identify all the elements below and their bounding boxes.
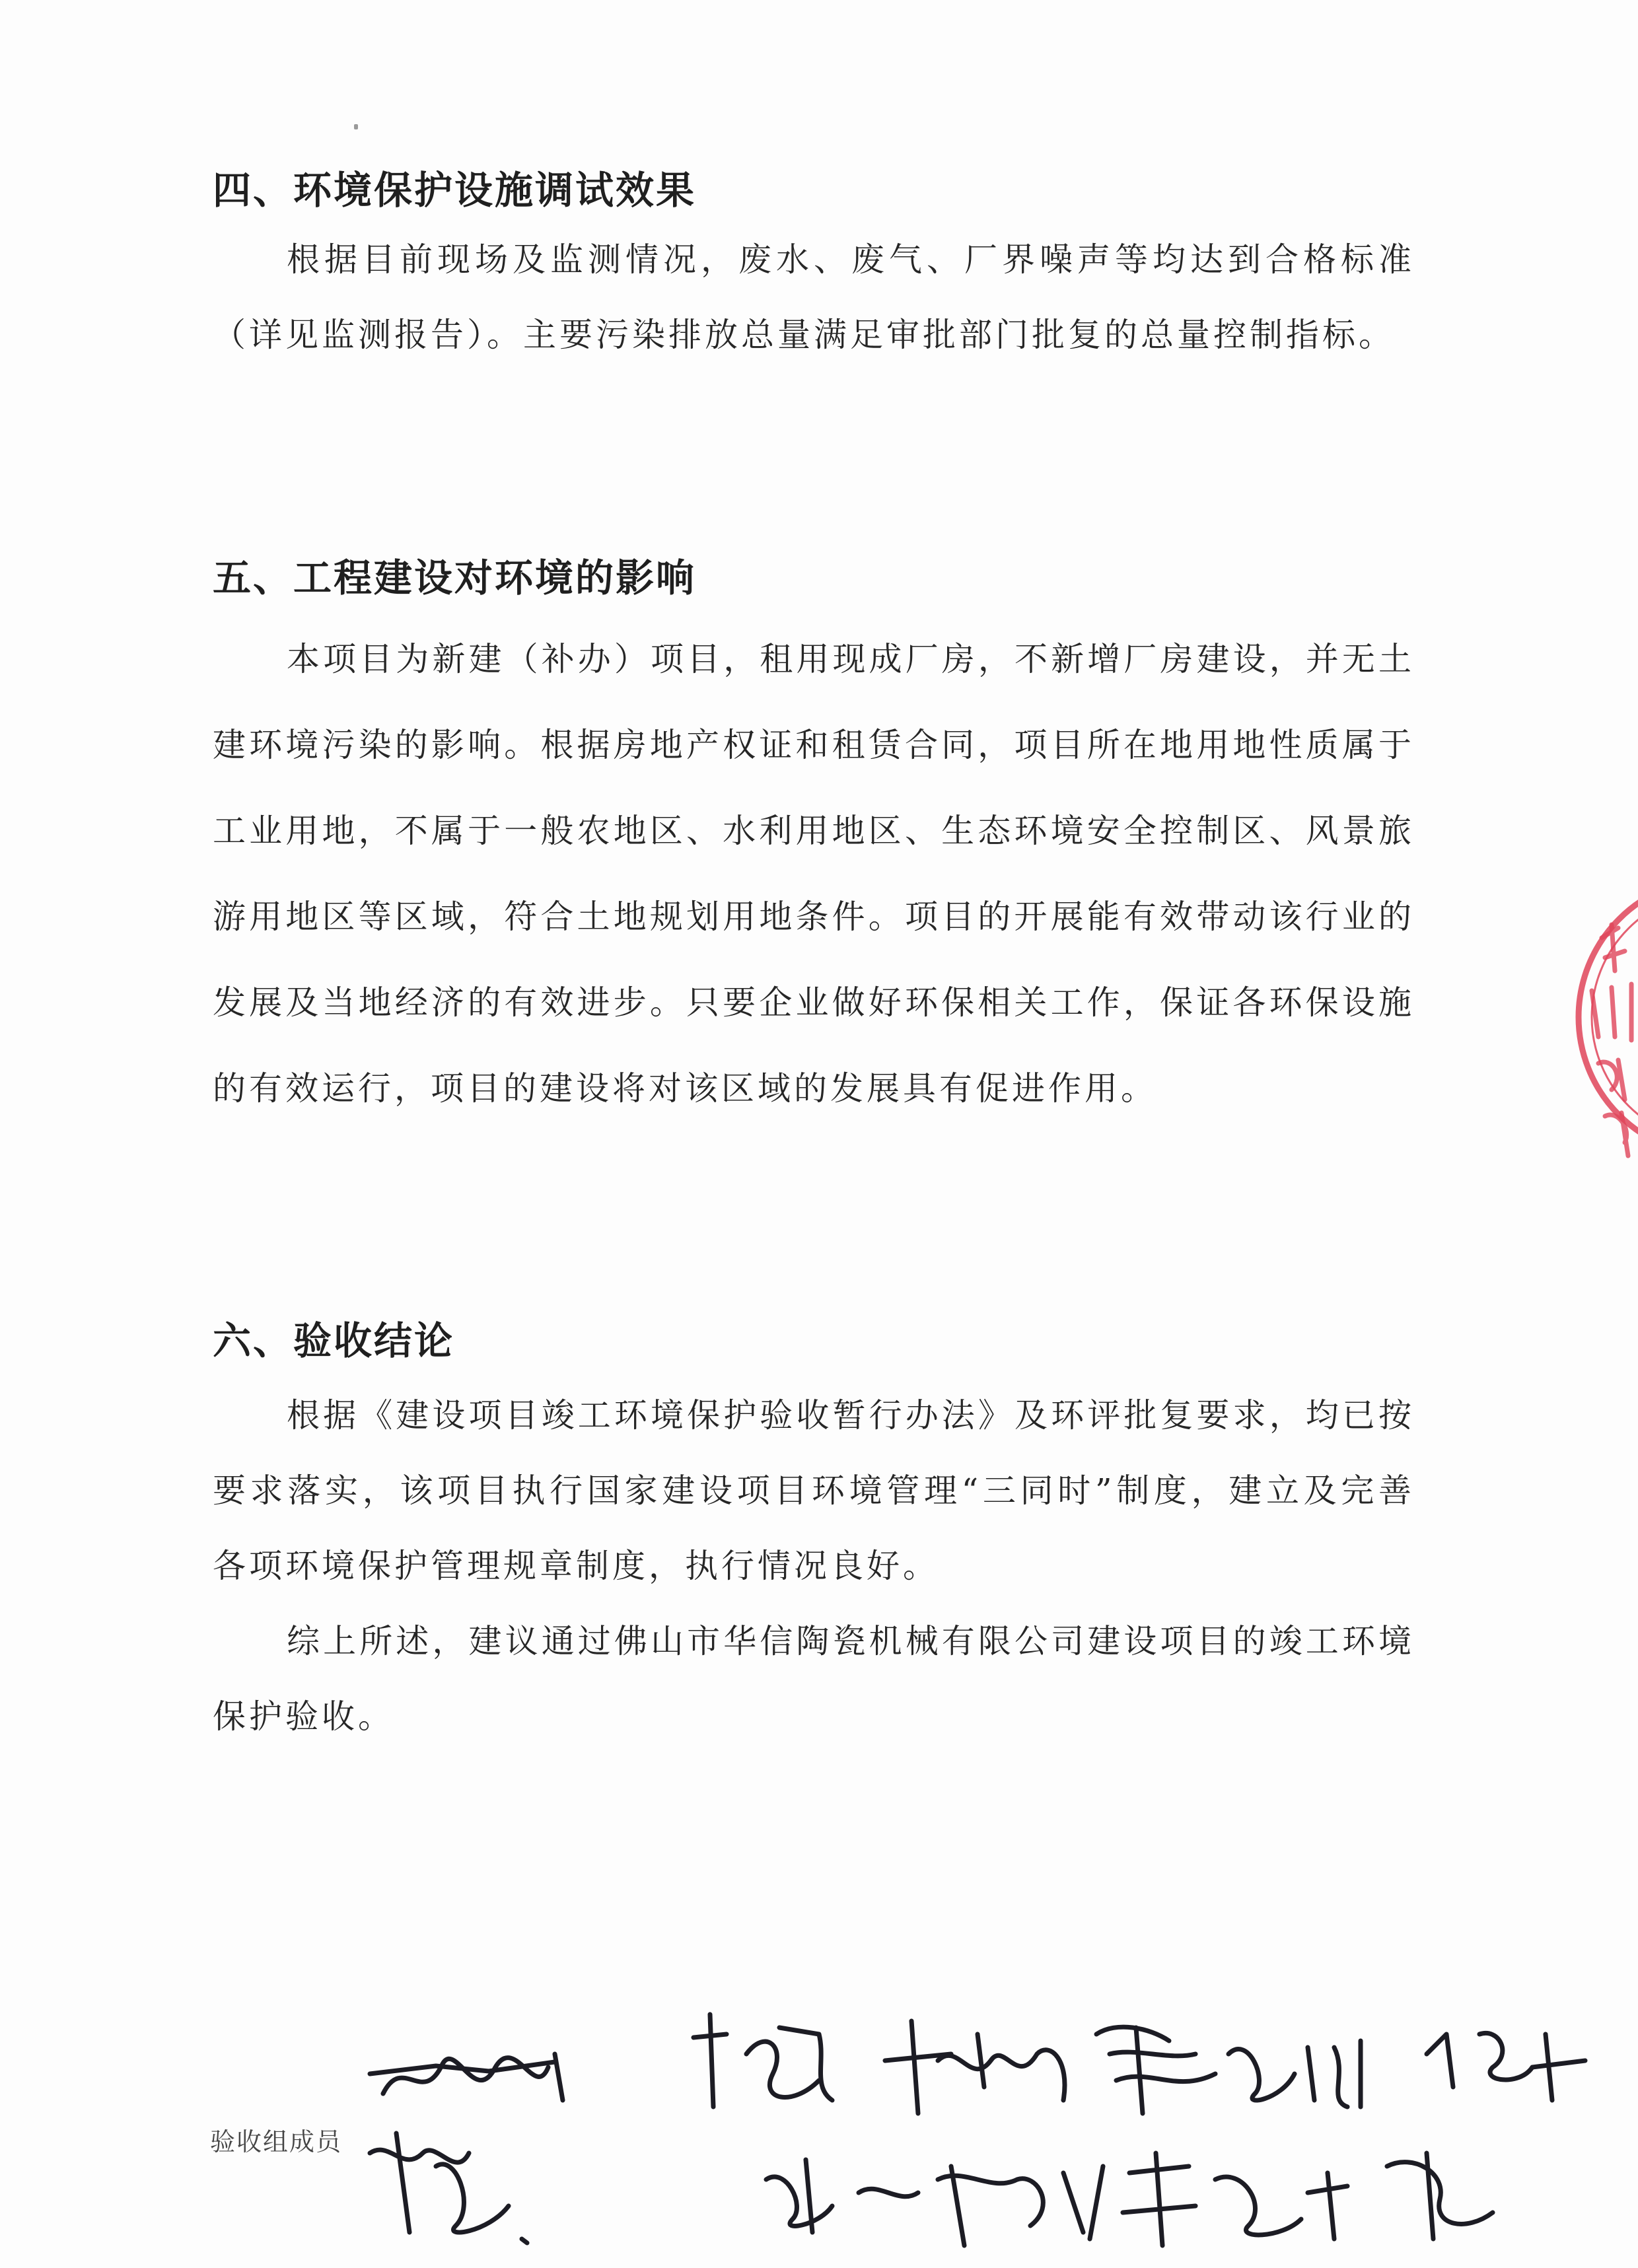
section-5-paragraph: 本项目为新建（补办）项目，租用现成厂房，不新增厂房建设，并无土建环境污染的影响。根据房地产权证和租赁合同，项目所在地用地性质属于工业用地，不属于一般农地区、水利用地区、生态环境安全控制区、风景旅游用地区等区域，符合土地规划用地条件。项目的开展能有效带动该行业的发展及当地经济的有效进步。只要企业做好环保相关工作，保证各环保设施的有效运行，项目的建设将对该区域的发展具有促进作用。 [213,640,1415,1108]
signature-0 [370,2054,563,2100]
signature-2 [694,2014,832,2107]
section-6 [213,1314,1415,1754]
section-6-paragraph-2: 综上所述，建议通过佛山市华信陶瓷机械有限公司建设项目的竣工环境保护验收。 [213,1622,1415,1736]
signature-1 [370,2133,527,2243]
section-6-paragraph-1: 根据《建设项目竣工环境保护验收暂行办法》及环评批复要求，均已按要求落实，该项目执行国家建设项目环境管理“三同时”制度，建立及完善各项环境保护管理规章制度，执行情况良好。 [213,1396,1415,1585]
section-6-heading: 六、验收结论 [213,1318,455,1363]
signature-4 [1096,2027,1215,2113]
handwritten-signatures [357,1955,1625,2265]
signature-3 [885,2021,1065,2113]
section-4 [213,164,1415,372]
section-5 [213,551,1415,1131]
signature-row-2 [766,2153,1493,2246]
signature-6 [1427,2033,1585,2100]
section-5-heading: 五、工程建设对环境的影响 [213,555,697,600]
scan-speck [354,124,358,129]
signature-5 [1228,2041,1361,2107]
section-4-heading: 四、环境保护设施调试效果 [213,168,697,213]
acceptance-members-label: 验收组成员 [210,2127,343,2156]
section-4-paragraph: 根据目前现场及监测情况，废水、废气、厂界噪声等均达到合格标准（详见监测报告）。主要污染排放总量满足审批部门批复的总量控制指标。 [213,240,1415,354]
official-seal [1565,865,1638,1169]
